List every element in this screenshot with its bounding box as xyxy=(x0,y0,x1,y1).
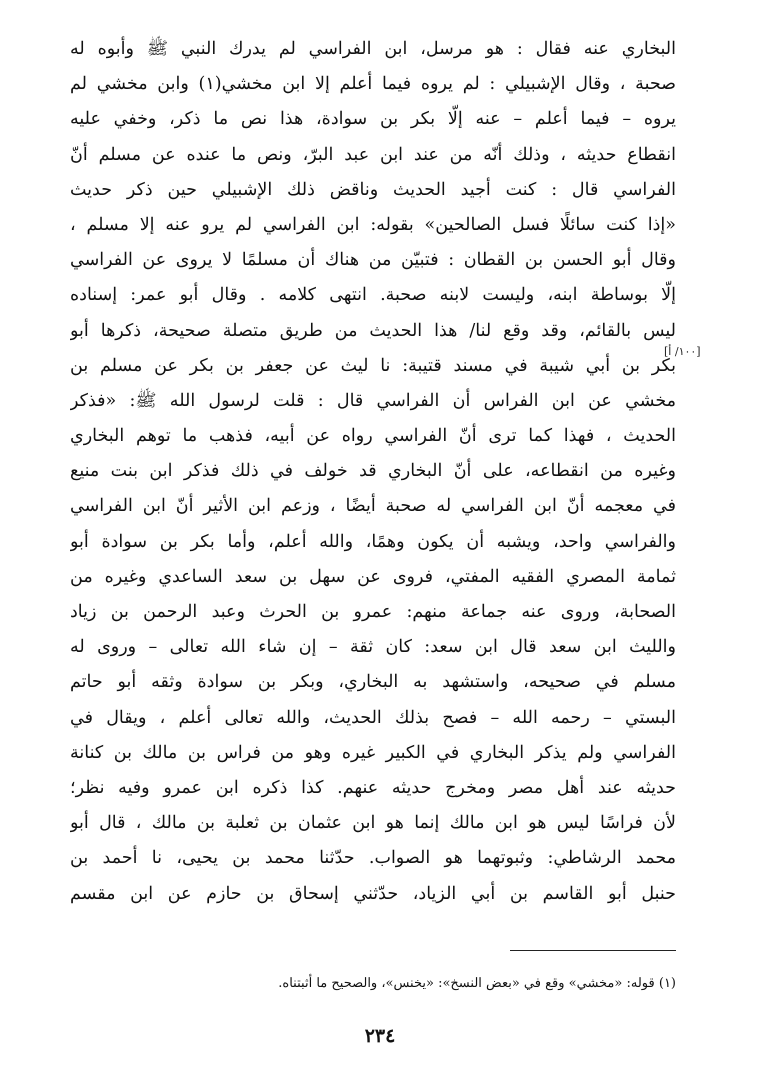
text-line: والفراسي واحد، ويشبه أن يكون وهمًا، والله أعلم، وأما بكر بن سوادة أبو xyxy=(70,531,676,552)
text-line: انقطاع حديثه ، وذلك أنّه من عند ابن عبد البرّ، ونص ما عنده عن مسلم أنّ xyxy=(70,144,676,165)
text-line: إلّا بوساطة ابنه، وليست لابنه صحبة. انتهى كلامه . وقال أبو عمر: إسناده xyxy=(70,285,676,306)
text-line: الحديث ، فهذا كما ترى أنّ الفراسي رواه عن أبيه، فذهب ما توهم البخاري xyxy=(70,426,676,447)
text-line: الفراسي قال : كنت أجيد الحديث وناقض ذلك الإشبيلي حين ذكر حديث xyxy=(70,179,676,200)
text-line: الفراسي ولم يذكر البخاري في الكبير غيره وهو من فراس بن مالك بن كنانة xyxy=(70,742,676,763)
page-number: ٢٣٤ xyxy=(364,1025,396,1047)
text-line: مسلم في صحيحه، واستشهد به البخاري، وبكر بن سوادة وثقه أبو حاتم xyxy=(70,672,676,693)
footnote-separator xyxy=(510,950,676,951)
text-line: في معجمه أنّ ابن الفراسي له صحبة أيضًا ، وزعم ابن الأثير أنّ ابن الفراسي xyxy=(70,496,676,517)
text-line: لأن فراسًا ليس هو ابن مالك إنما هو ابن عثمان بن ثعلبة بن مالك ، قال أبو xyxy=(70,813,676,834)
manuscript-folio-marker: [١٠٠/ أ] xyxy=(664,345,701,358)
text-line: الصحابة، وروى عنه جماعة منهم: عمرو بن الحرث وعبد الرحمن بن زياد xyxy=(70,602,676,622)
text-line: البخاري عنه فقال : هو مرسل، ابن الفراسي لم يدرك النبي ﷺ وأبوه له xyxy=(70,39,676,59)
text-line: والليث ابن سعد قال ابن سعد: كان ثقة – إن شاء الله تعالى – وروى له xyxy=(70,637,676,658)
footnote: (١) قوله: «مخشي» وقع في «بعض النسخ»: «يخنس»، والصحيح ما أثبتناه. xyxy=(278,976,676,991)
text-line: وقال أبو الحسن بن القطان : فتبيّن من هناك أن مسلمًا لا يروى عن الفراسي xyxy=(70,250,676,271)
text-line: مخشي عن ابن الفراس أن الفراسي قال : قلت لرسول الله ﷺ: «فذكر xyxy=(70,390,676,411)
text-line: يروه – فيما أعلم – عنه إلّا بكر بن سوادة، هذا نص ما ذكر، وخفي عليه xyxy=(70,109,676,130)
text-line: حنبل أبو القاسم بن أبي الزياد، حدّثني إسحاق بن حازم عن ابن مقسم xyxy=(70,883,676,904)
text-line: «إذا كنت سائلًا فسل الصالحين» بقوله: ابن الفراسي لم يرو عنه إلا مسلم ، xyxy=(70,214,676,235)
text-line: حديثه عند أهل مصر ومخرج حديثه عنهم. كذا ذكره ابن عمرو وفيه نظر؛ xyxy=(70,777,676,798)
text-line: بكر بن أبي شيبة في مسند قتيبة: نا ليث عن جعفر بن بكر عن مسلم بن xyxy=(70,355,676,376)
text-line: البستي – رحمه الله – فصح بذلك الحديث، والله تعالى أعلم ، ويقال في xyxy=(70,707,676,728)
main-text xyxy=(70,32,676,912)
text-line: وغيره من انقطاعه، على أنّ البخاري قد خولف في ذلك فذكر ابن بنت منيع xyxy=(70,461,676,482)
text-line: محمد الرشاطي: وثبوتهما هو الصواب. حدّثنا محمد بن يحيى، نا أحمد بن xyxy=(70,848,676,869)
text-line: ليس بالقائم، وقد وقع لنا/ هذا الحديث من طريق متصلة صحيحة، ذكرها أبو xyxy=(70,320,676,341)
text-line: صحبة ، وقال الإشبيلي : لم يروه فيما أعلم إلا ابن مخشي(١) وابن مخشي لم xyxy=(70,74,676,95)
text-line: ثمامة المصري الفقيه المفتي، فروى عن سهل بن سعد الساعدي وغيره من xyxy=(70,566,676,587)
